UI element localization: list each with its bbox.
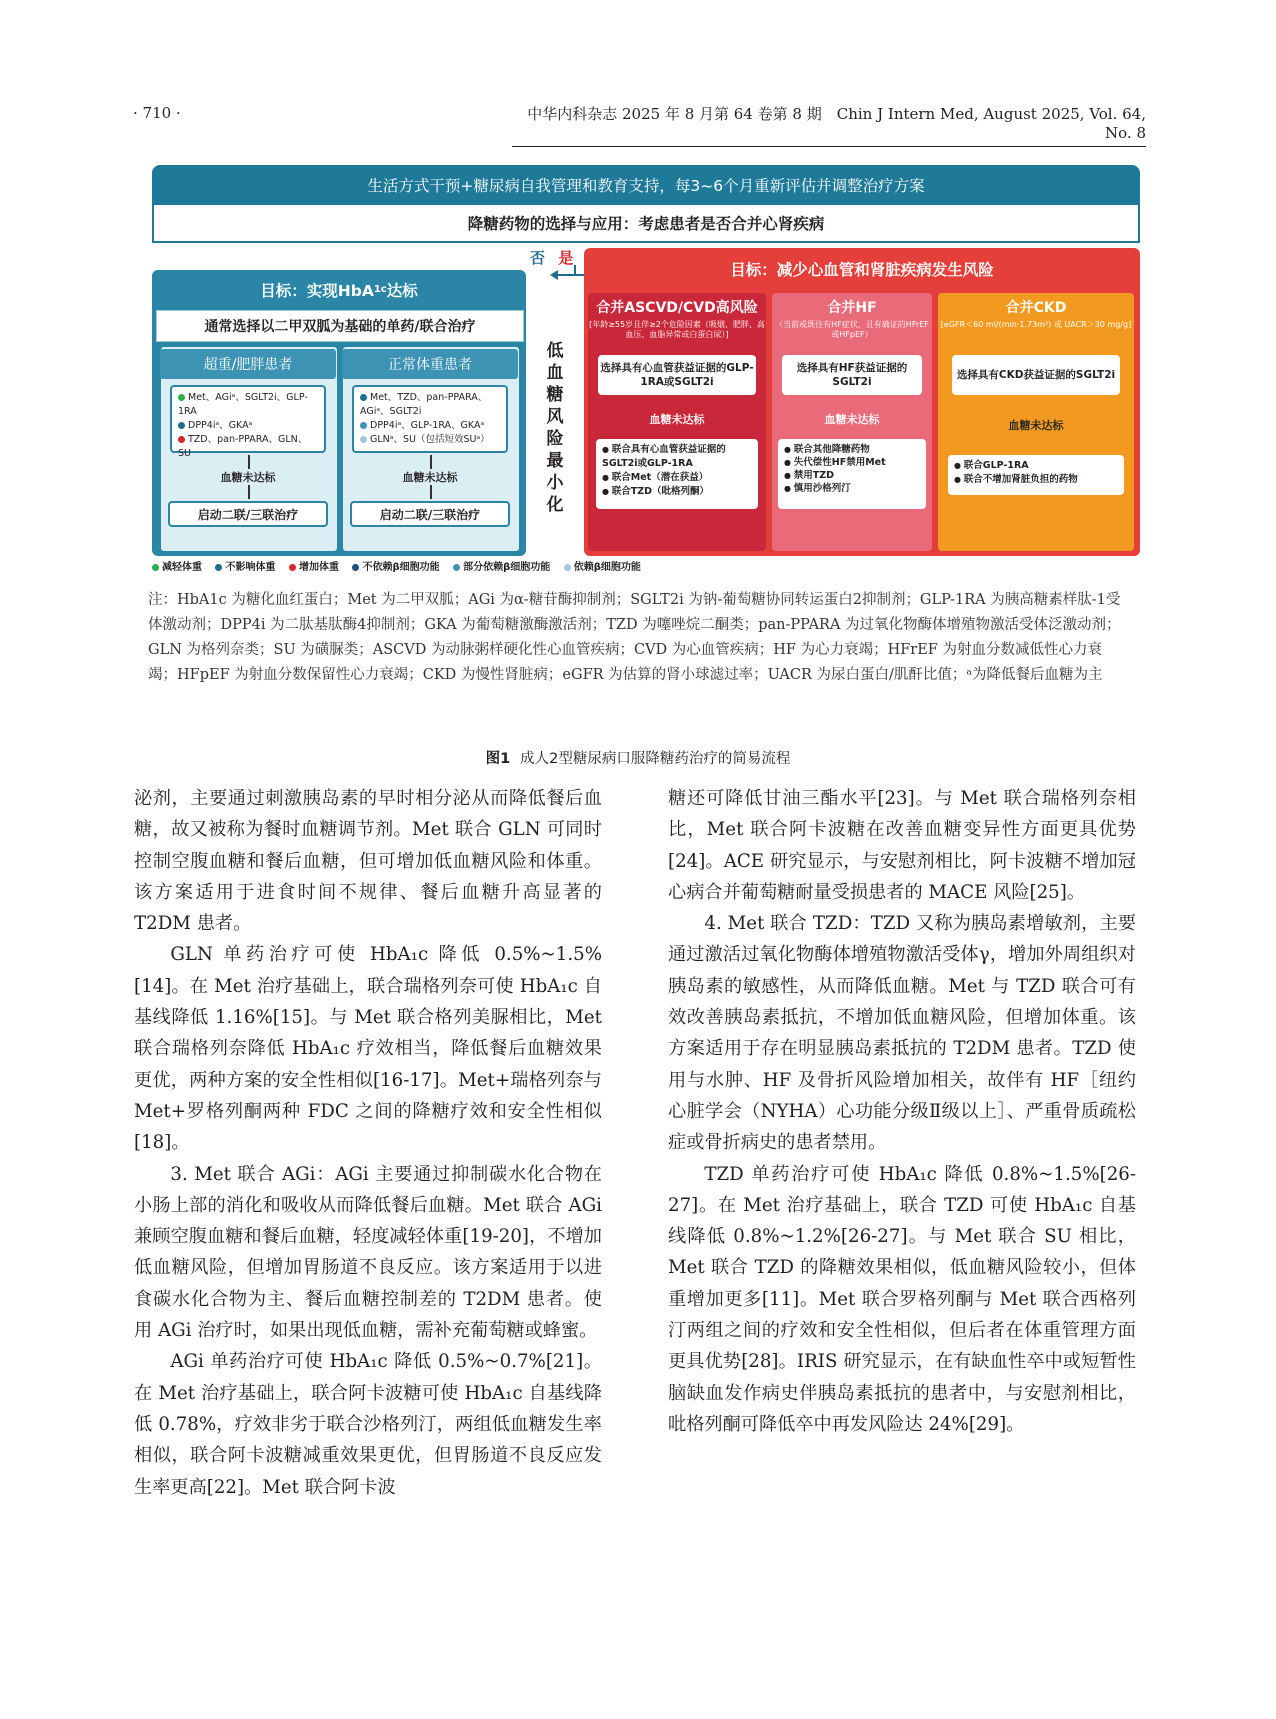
- arrow-line: [248, 455, 250, 469]
- left-goal-subtitle: 通常选择以二甲双胍为基础的单药/联合治疗: [156, 310, 524, 342]
- drug-selection-banner: 降糖药物的选择与应用：考虑患者是否合并心肾疾病: [152, 205, 1140, 243]
- flowchart-figure: [152, 165, 1142, 582]
- hf-header: 合并HF （当前或既往有HF症状，且有确证的HFrEF或HFpEF）: [775, 300, 929, 339]
- legend-item: 依赖β细胞功能: [564, 562, 641, 573]
- normal-weight-fail: 血糖未达标: [402, 471, 458, 484]
- ckd-choice: 选择具有CKD获益证据的SGLT2i: [952, 355, 1120, 395]
- hf-fail: 血糖未达标: [824, 413, 880, 426]
- ascvd-choice: 选择具有心血管获益证据的GLP-1RA或SGLT2i: [598, 355, 756, 395]
- legend-item: 减轻体重: [152, 562, 202, 573]
- paragraph: AGi 单药治疗可使 HbA₁c 降低 0.5%~0.7%[21]。在 Met 治疗基础上，联合阿卡波糖可使 HbA₁c 自基线降低 0.78%，疗效非劣于联合沙格列汀，两组低血糖发生率相似，联合阿卡波糖减重效果更优，但胃肠道不良反应发生率更高[22]。Met 联合阿卡波: [134, 1351, 602, 1498]
- legend-item: 部分依赖β细胞功能: [453, 562, 550, 573]
- overweight-fail: 血糖未达标: [220, 471, 276, 484]
- page-number: · 710 ·: [133, 104, 181, 122]
- hf-list: ● 联合其他降糖药物 ● 失代偿性HF禁用Met ● 禁用TZD ● 慎用沙格列汀: [778, 439, 926, 509]
- ascvd-list: ● 联合具有心血管获益证据的SGLT2i或GLP-1RA ● 联合Met（潜在获益） ● 联合TZD（吡格列酮）: [596, 439, 758, 509]
- normal-weight-combo: 启动二联/三联治疗: [350, 501, 510, 527]
- drug-item: TZD、pan-PPARA、GLN、SU: [178, 434, 308, 459]
- ascvd-header: 合并ASCVD/CVD高风险 [年龄≥55岁且伴≥2个危险因素（吸烟、肥胖、高血压、血脂异常或白蛋白尿）]: [589, 300, 765, 339]
- journal-header: 中华内科杂志 2025 年 8 月第 64 卷第 8 期 Chin J Intern Med, August 2025, Vol. 64, No. 8: [512, 103, 1146, 147]
- paragraph: GLN 单药治疗可使 HbA₁c 降低 0.5%~1.5%[14]。在 Met 治疗基础上，联合瑞格列奈可使 HbA₁c 自基线降低 1.16%[15]。与 Met 联合格列美脲相比，Met 联合瑞格列奈降低 HbA₁c 疗效相当，降低餐后血糖效果更优，两种方案的安全性相似[16-17]。Met+瑞格列奈与 Met+罗格列酮两种 FDC 之间的降糖疗效和安全性相似[18]。: [134, 944, 602, 1154]
- normal-weight-drug-list: [352, 385, 508, 453]
- drug-item: DPP4iᵃ、GLP-1RA、GKAᵃ: [360, 419, 500, 433]
- legend-item: 不依赖β细胞功能: [352, 562, 439, 573]
- left-goal-title: 目标：实现HbA 1c 达标: [260, 282, 418, 300]
- overweight-combo: 启动二联/三联治疗: [168, 501, 328, 527]
- paragraph: 3. Met 联合 AGi：AGi 主要通过抑制碳水化合物在小肠上部的消化和吸收从而降低餐后血糖。Met 联合 AGi 兼顾空腹血糖和餐后血糖，轻度减轻体重[19-20]，不增加低血糖风险，但增加胃肠道不良反应。该方案适用于以进食碳水化合物为主、餐后血糖控制差的 T2DM 患者。使用 AGi 治疗时，如果出现低血糖，需补充葡萄糖或蜂蜜。: [134, 1163, 602, 1342]
- right-goal-title: 目标：减少心血管和肾脏疾病发生风险: [730, 261, 994, 279]
- ckd-list: ● 联合GLP-1RA ● 联合不增加肾脏负担的药物: [948, 455, 1124, 495]
- drug-item: Met、AGiᵃ、SGLT2i、GLP-1RA: [178, 392, 308, 417]
- ckd-fail: 血糖未达标: [1008, 419, 1064, 432]
- arrow-line: [430, 485, 432, 499]
- legend-item: 增加体重: [289, 562, 339, 573]
- overweight-title: 超重/肥胖患者: [160, 349, 336, 379]
- ckd-header: 合并CKD [eGFR＜60 ml/(min·1.73m²) 或 UACR＞30 mg/g]: [940, 300, 1132, 329]
- hf-choice: 选择具有HF获益证据的SGLT2i: [782, 355, 922, 395]
- drug-item: GLNᵃ、SU（包括短效SUᵃ）: [360, 433, 500, 447]
- hypoglycemia-minimize-text: 低 血 糖 风 险 最 小 化: [546, 341, 564, 515]
- normal-weight-title: 正常体重患者: [342, 349, 518, 379]
- arrow-line: [248, 485, 250, 499]
- overweight-drug-list: [170, 385, 326, 459]
- figure-caption: 图1 成人2型糖尿病口服降糖药治疗的简易流程: [485, 751, 791, 767]
- left-text-column: [134, 783, 602, 1503]
- ascvd-fail: 血糖未达标: [649, 413, 705, 426]
- paragraph: TZD 单药治疗可使 HbA₁c 降低 0.8%~1.5%[26-27]。在 Met 治疗基础上，联合 TZD 可使 HbA₁c 自基线降低 0.8%~1.2%[26-27]。与 Met 联合 SU 相比，Met 联合 TZD 的降糖效果相似，低血糖风险较小，但体重增加更多[11]。Met 联合罗格列酮与 Met 联合西格列汀两组之间的疗效和安全性相似，但后者在体重管理方面更具优势[28]。IRIS 研究显示，在有缺血性卒中或短暂性脑缺血发作病史伴胰岛素抵抗的患者中，与安慰剂相比，吡格列酮可降低卒中再发风险达 24%[29]。: [668, 1163, 1136, 1435]
- yes-label: 是: [558, 249, 574, 267]
- paragraph: 泌剂，主要通过刺激胰岛素的早时相分泌从而降低餐后血糖，故又被称为餐时血糖调节剂。Met 联合 GLN 可同时控制空腹血糖和餐后血糖，但可增加低血糖风险和体重。该方案适用于进食时间不规律、餐后血糖升高显著的 T2DM 患者。: [134, 788, 602, 935]
- paragraph: 4. Met 联合 TZD：TZD 又称为胰岛素增敏剂，主要通过激活过氧化物酶体增殖物激活受体γ，增加外周组织对胰岛素的敏感性，从而降低血糖。Met 与 TZD 联合可有效改善胰岛素抵抗，不增加低血糖风险，但增加体重。该方案适用于存在明显胰岛素抵抗的 T2DM 患者。TZD 使用与水肿、HF 及骨折风险增加相关，故伴有 HF［纽约心脏学会（NYHA）心功能分级Ⅱ级以上］、严重骨质疏松症或骨折病史的患者禁用。: [668, 913, 1136, 1154]
- legend-item: 不影响体重: [215, 562, 275, 573]
- no-label: 否: [530, 249, 546, 267]
- drug-item: Met、TZD、pan-PPARA、AGiᵃ、SGLT2i: [360, 392, 488, 417]
- arrow-line: [430, 455, 432, 469]
- right-text-column: [668, 783, 1136, 1440]
- figure-legend: [152, 558, 1140, 576]
- lifestyle-banner: 生活方式干预+糖尿病自我管理和教育支持，每3~6个月重新评估并调整治疗方案: [152, 165, 1140, 205]
- drug-item: DPP4iᵃ、GKAᵃ: [178, 419, 318, 433]
- figure-note: 注：HbA1c 为糖化血红蛋白；Met 为二甲双胍；AGi 为α-糖苷酶抑制剂；SGLT2i 为钠-葡萄糖协同转运蛋白2抑制剂；GLP-1RA 为胰高糖素样肽-1受体激动剂；DPP4i 为二肽基肽酶4抑制剂；GKA 为葡萄糖激酶激活剂；TZD 为噻唑烷二酮类；pan-PPARA 为过氧化物酶体增殖物激活受体泛激动剂；GLN 为格列奈类；SU 为磺脲类；ASCVD 为动脉粥样硬化性心血管疾病；CVD 为心血管疾病；HF 为心力衰竭；HFrEF 为射血分数减低性心力衰竭；HFpEF 为射血分数保留性心力衰竭；CKD 为慢性肾脏病；eGFR 为估算的肾小球滤过率；UACR 为尿白蛋白/肌酐比值；ᵃ为降低餐后血糖为主: [148, 592, 1121, 683]
- paragraph: 糖还可降低甘油三酯水平[23]。与 Met 联合瑞格列奈相比，Met 联合阿卡波糖在改善血糖变异性方面更具优势[24]。ACE 研究显示，与安慰剂相比，阿卡波糖不增加冠心病合并葡萄糖耐量受损患者的 MACE 风险[25]。: [668, 788, 1136, 903]
